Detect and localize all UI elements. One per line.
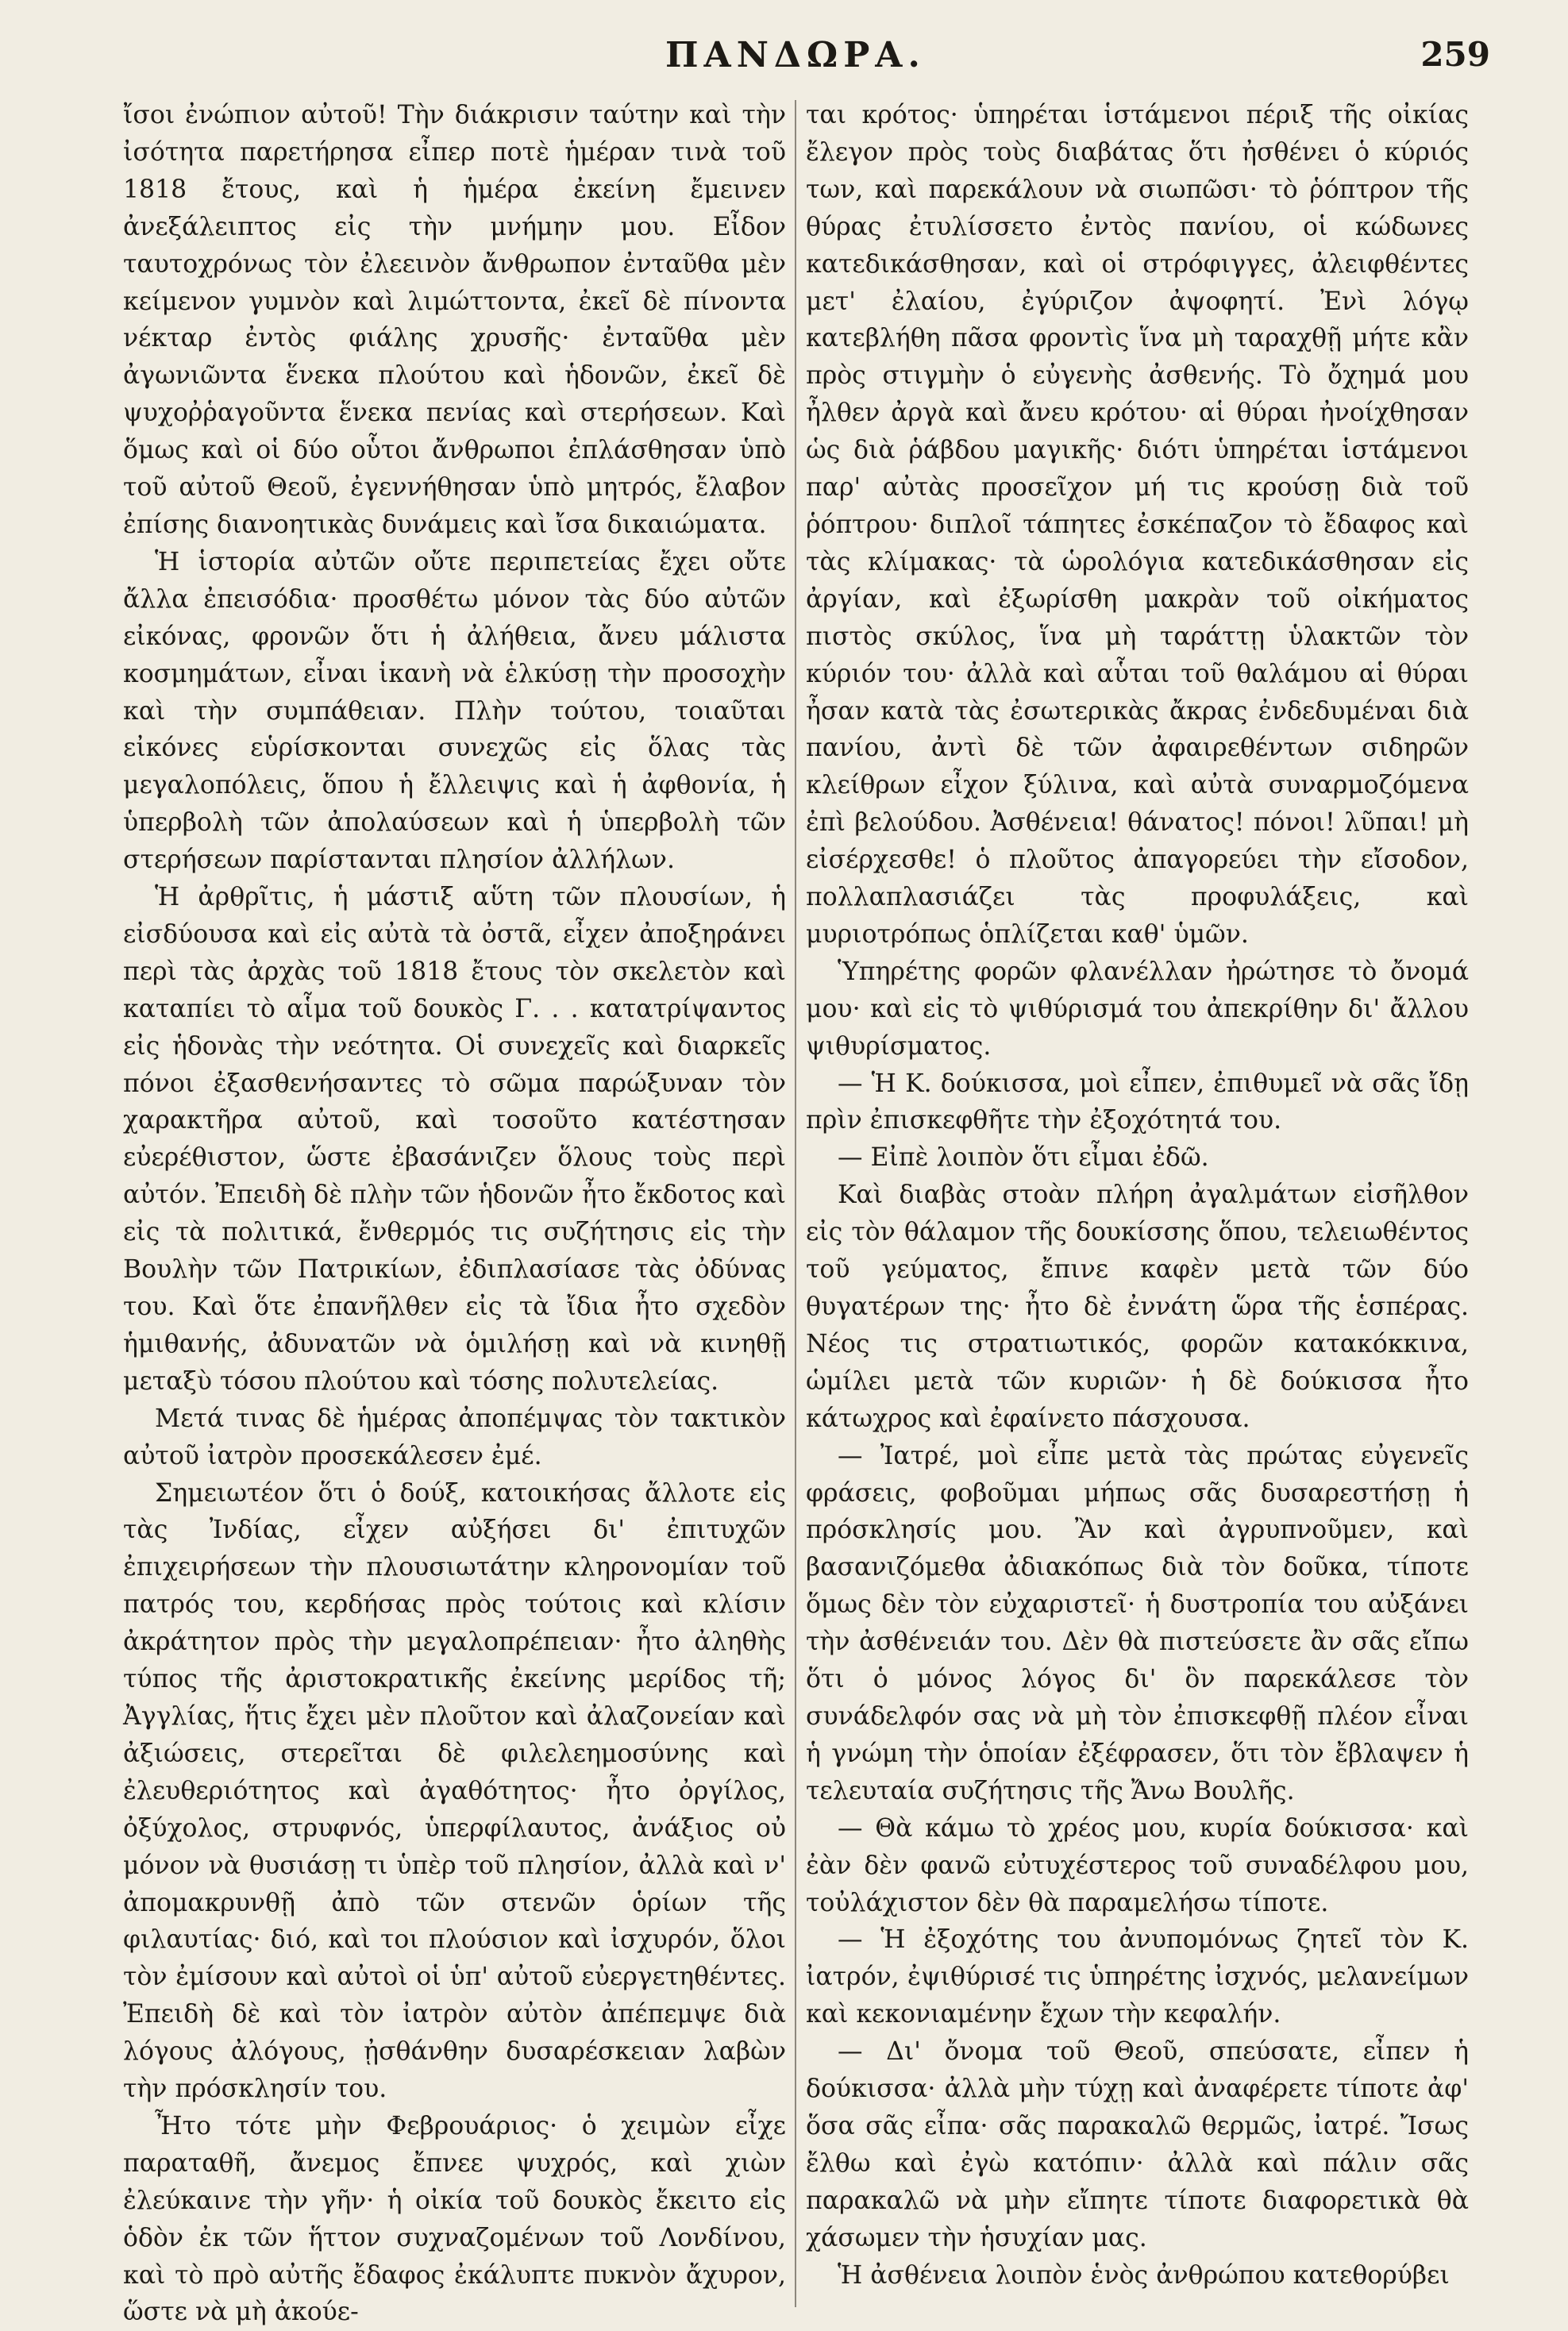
paragraph: Μετά τινας δὲ ἡμέρας ἀποπέμψας τὸν τακτικὸν αὐτοῦ ἰατρὸν προσεκάλεσεν ἐμέ. (123, 1404, 786, 1470)
paragraph: Ὑπηρέτης φορῶν φλανέλλαν ἠρώτησε τὸ ὄνομά μου· καὶ εἰς τὸ ψιθύρισμά του ἀπεκρίθην δι' ἄλλου ψιθυρίσματος. (806, 957, 1469, 1061)
column-divider (795, 100, 796, 2307)
page-number: 259 (1420, 35, 1490, 74)
paragraph: Ἦτο τότε μὴν Φεβρουάριος· ὁ χειμὼν εἶχε παραταθῆ, ἄνεμος ἔπνεε ψυχρός, καὶ χιὼν ἐλεύκαινε τὴν γῆν· ἡ οἰκία τοῦ δουκὸς ἔκειτο εἰς ὁδὸν ἐκ τῶν ἥττον συχναζομένων τοῦ Λονδίνου, καὶ τὸ πρὸ αὐτῆς ἔδαφος ἐκάλυπτε πυκνὸν ἄχυρον, ὥστε νὰ μὴ ἀκούε- (123, 2111, 786, 2327)
page-title: ΠΑΝΔΩΡΑ. (665, 35, 926, 75)
left-column (123, 97, 786, 2331)
dialogue-line: — Δι' ὄνομα τοῦ Θεοῦ, σπεύσατε, εἶπεν ἡ δούκισσα· ἀλλὰ μὴν τύχῃ καὶ ἀναφέρετε τίποτε ἀφ' ὅσα σᾶς εἶπα· σᾶς παρακαλῶ θερμῶς, ἰατρέ. Ἴσως ἔλθω καὶ ἐγὼ κατόπιν· ἀλλὰ καὶ πάλιν σᾶς παρακαλῶ νὰ μὴν εἴπητε τίποτε διαφορετικὰ θὰ χάσωμεν τὴν ἡσυχίαν μας. (806, 2037, 1469, 2252)
paragraph: Καὶ διαβὰς στοὰν πλήρη ἀγαλμάτων εἰσῆλθον εἰς τὸν θάλαμον τῆς δουκίσσης ὅπου, τελειωθέντος τοῦ γεύματος, ἔπινε καφὲν μετὰ τῶν δύο θυγατέρων της· ἦτο δὲ ἐννάτη ὥρα τῆς ἑσπέρας. Νέος τις στρατιωτικός, φορῶν κατακόκκινα, ὡμίλει μετὰ τῶν κυριῶν· ἡ δὲ δούκισσα ἦτο κάτωχρος καὶ ἐφαίνετο πάσχουσα. (806, 1181, 1469, 1433)
dialogue-line: — Εἰπὲ λοιπὸν ὅτι εἶμαι ἐδῶ. (838, 1143, 1209, 1173)
paragraph: ται κρότος· ὑπηρέται ἱστάμενοι πέριξ τῆς οἰκίας ἔλεγον πρὸς τοὺς διαβάτας ὅτι ἠσθένει ὁ κύριός των, καὶ παρεκάλουν νὰ σιωπῶσι· τὸ ῥόπτρον τῆς θύρας ἐτυλίσσετο ἐντὸς πανίου, οἱ κώδωνες κατεδικάσθησαν, καὶ οἱ στρόφιγγες, ἀλειφθέντες μετ' ἐλαίου, ἐγύριζον ἀψοφητί. Ἐνὶ λόγῳ κατεβλήθη πᾶσα φροντὶς ἵνα μὴ ταραχθῇ μήτε κἂν πρὸς στιγμὴν ὁ εὐγενὴς ἀσθενής. Τὸ ὄχημά μου ἦλθεν ἀργὰ καὶ ἄνευ κρότου· αἱ θύραι ἠνοίχθησαν ὡς διὰ ῥάβδου μαγικῆς· διότι ὑπηρέται ἱστάμενοι παρ' αὐτὰς προσεῖχον μή τις κρούσῃ διὰ τοῦ ῥόπτρου· διπλοῖ τάπητες ἐσκέπαζον τὸ ἔδαφος καὶ τὰς κλίμακας· τὰ ὡρολόγια κατεδικάσθησαν εἰς ἀργίαν, καὶ ἐξωρίσθη μακρὰν τοῦ οἰκήματος πιστὸς σκύλος, ἵνα μὴ ταράττῃ ὑλακτῶν τὸν κύριόν του· ἀλλὰ καὶ αὗται τοῦ θαλάμου αἱ θύραι ἦσαν κατὰ τὰς ἐσωτερικὰς ἄκρας ἐνδεδυμέναι διὰ πανίου, ἀντὶ δὲ τῶν ἀφαιρεθέντων σιδηρῶν κλείθρων εἶχον ξύλινα, καὶ αὐτὰ συναρμοζόμενα ἐπὶ βελούδου. Ἀσθένεια! θάνατος! πόνοι! λῦπαι! μὴ εἰσέρχεσθε! ὁ πλοῦτος ἀπαγορεύει τὴν εἴσοδον, πολλαπλασιάζει τὰς προφυλάξεις, καὶ μυριοτρόπως ὁπλίζεται καθ' ὑμῶν. (806, 101, 1469, 949)
dialogue-line: — Ἰατρέ, μοὶ εἶπε μετὰ τὰς πρώτας εὐγενεῖς φράσεις, φοβοῦμαι μήπως σᾶς δυσαρεστήσῃ ἡ πρόσκλησίς μου. Ἂν καὶ ἀγρυπνοῦμεν, καὶ βασανιζόμεθα ἀδιακόπως διὰ τὸν δοῦκα, τίποτε ὅμως δὲν τὸν εὐχαριστεῖ· ἡ δυστροπία του αὐξάνει τὴν ἀσθένειάν του. Δὲν θὰ πιστεύσετε ἂν σᾶς εἴπω ὅτι ὁ μόνος λόγος δι' ὃν παρεκάλεσε τὸν συνάδελφόν σας νὰ μὴ τὸν ἐπισκεφθῇ πλέον εἶναι ἡ γνώμη τὴν ὁποίαν ἐξέφρασεν, ὅτι τὸν ἔβλαψεν ἡ τελευταία συζήτησις τῆς Ἄνω Βουλῆς. (806, 1441, 1469, 1805)
paragraph: Ἡ ἀρθρῖτις, ἡ μάστιξ αὕτη τῶν πλουσίων, ἡ εἰσδύουσα καὶ εἰς αὐτὰ τὰ ὀστᾶ, εἶχεν ἀποξηράνει περὶ τὰς ἀρχὰς τοῦ 1818 ἔτους τὸν σκελετὸν καὶ καταπίει τὸ αἷμα τοῦ δουκὸς Γ. . . κατατρίψαντος εἰς ἡδονὰς τὴν νεότητα. Οἱ συνεχεῖς καὶ διαρκεῖς πόνοι ἐξασθενήσαντες τὸ σῶμα παρώξυναν τὸν χαρακτῆρα αὐτοῦ, καὶ τοσοῦτο κατέστησαν εὐερέθιστον, ὥστε ἐβασάνιζεν ὅλους τοὺς περὶ αὐτόν. Ἐπειδὴ δὲ πλὴν τῶν ἡδονῶν ἦτο ἔκδοτος καὶ εἰς τὰ πολιτικά, ἔνθερμός τις συζήτησις εἰς τὴν Βουλὴν τῶν Πατρικίων, ἐδιπλασίασε τὰς ὀδύνας του. Καὶ ὅτε ἐπανῆλθεν εἰς τὰ ἴδια ἦτο σχεδὸν ἡμιθανής, ἀδυνατῶν νὰ ὁμιλήσῃ καὶ νὰ κινηθῇ μεταξὺ τόσου πλούτου καὶ τόσης πολυτελείας. (123, 883, 786, 1396)
dialogue-line: — Ἡ ἐξοχότης του ἀνυπομόνως ζητεῖ τὸν Κ. ἰατρόν, ἐψιθύρισέ τις ὑπηρέτης ἰσχνός, μελανείμων καὶ κεκονιαμένην ἔχων τὴν κεφαλήν. (806, 1925, 1469, 2029)
paragraph: ἴσοι ἐνώπιον αὐτοῦ! Τὴν διάκρισιν ταύτην καὶ τὴν ἰσότητα παρετήρησα εἶπερ ποτὲ ἡμέραν τινὰ τοῦ 1818 ἔτους, καὶ ἡ ἡμέρα ἐκείνη ἔμεινεν ἀνεξάλειπτος εἰς τὴν μνήμην μου. Εἶδον ταυτοχρόνως τὸν ἐλεεινὸν ἄνθρωπον ἐνταῦθα μὲν κείμενον γυμνὸν καὶ λιμώττοντα, ἐκεῖ δὲ πίνοντα νέκταρ ἐντὸς φιάλης χρυσῆς· ἐνταῦθα μὲν ἀγωνιῶντα ἕνεκα πλούτου καὶ ἡδονῶν, ἐκεῖ δὲ ψυχοῤῥαγοῦντα ἕνεκα πενίας καὶ στερήσεων. Καὶ ὅμως καὶ οἱ δύο οὗτοι ἄνθρωποι ἐπλάσθησαν ὑπὸ τοῦ αὐτοῦ Θεοῦ, ἐγεννήθησαν ὑπὸ μητρός, ἔλαβον ἐπίσης διανοητικὰς δυνάμεις καὶ ἴσα δικαιώματα. (123, 101, 786, 539)
page-header (0, 35, 1568, 83)
paragraph: Σημειωτέον ὅτι ὁ δούξ, κατοικήσας ἄλλοτε εἰς τὰς Ἰνδίας, εἶχεν αὐξήσει δι' ἐπιτυχῶν ἐπιχειρήσεων τὴν πλουσιωτάτην κληρονομίαν τοῦ πατρός του, κερδήσας πρὸς τούτοις καὶ κλίσιν ἀκράτητον πρὸς τὴν μεγαλοπρέπειαν· ἦτο ἀληθὴς τύπος τῆς ἀριστοκρατικῆς ἐκείνης μερίδος τῆ; Ἀγγλίας, ἥτις ἔχει μὲν πλοῦτον καὶ ἀλαζονείαν καὶ ἀξιώσεις, στερεῖται δὲ φιλελεημοσύνης καὶ ἐλευθεριότητος καὶ ἀγαθότητος· ἦτο ὀργίλος, ὀξύχολος, στρυφνός, ὑπερφίλαυτος, ἀνάξιος οὐ μόνον νὰ θυσιάσῃ τι ὑπὲρ τοῦ πλησίον, ἀλλὰ καὶ ν' ἀπομακρυνθῇ ἀπὸ τῶν στενῶν ὁρίων τῆς φιλαυτίας· διό, καὶ τοι πλούσιον καὶ ἰσχυρόν, ὅλοι τὸν ἐμίσουν καὶ αὐτοὶ οἱ ὑπ' αὐτοῦ εὐεργετηθέντες. Ἐπειδὴ δὲ καὶ τὸν ἰατρὸν αὐτὸν ἀπέπεμψε διὰ λόγους ἀλόγους, ᾐσθάνθην δυσαρέσκειαν λαβὼν τὴν πρόσκλησίν του. (123, 1478, 786, 2104)
dialogue-line: — Ἡ Κ. δούκισσα, μοὶ εἶπεν, ἐπιθυμεῖ νὰ σᾶς ἴδῃ πρὶν ἐπισκεφθῆτε τὴν ἐξοχότητά του. (806, 1069, 1469, 1135)
right-column (806, 97, 1469, 2294)
paragraph: Ἡ ἱστορία αὐτῶν οὔτε περιπετείας ἔχει οὔτε ἄλλα ἐπεισόδια· προσθέτω μόνον τὰς δύο αὐτῶν εἰκόνας, φρονῶν ὅτι ἡ ἀλήθεια, ἄνευ μάλιστα κοσμημάτων, εἶναι ἱκανὴ νὰ ἑλκύσῃ τὴν προσοχὴν καὶ τὴν συμπάθειαν. Πλὴν τούτου, τοιαῦται εἰκόνες εὑρίσκονται συνεχῶς εἰς ὅλας τὰς μεγαλοπόλεις, ὅπου ἡ ἔλλειψις καὶ ἡ ἀφθονία, ἡ ὑπερβολὴ τῶν ἀπολαύσεων καὶ ἡ ὑπερβολὴ τῶν στερήσεων παρίστανται πλησίον ἀλλήλων. (123, 547, 786, 875)
dialogue-line: — Θὰ κάμω τὸ χρέος μου, κυρία δούκισσα· καὶ ἐὰν δὲν φανῶ εὐτυχέστερος τοῦ συναδέλφου μου, τοὐλάχιστον δὲν θὰ παραμελήσω τίποτε. (806, 1813, 1469, 1917)
paragraph: Ἡ ἀσθένεια λοιπὸν ἑνὸς ἀνθρώπου κατεθορύβει (838, 2260, 1450, 2290)
